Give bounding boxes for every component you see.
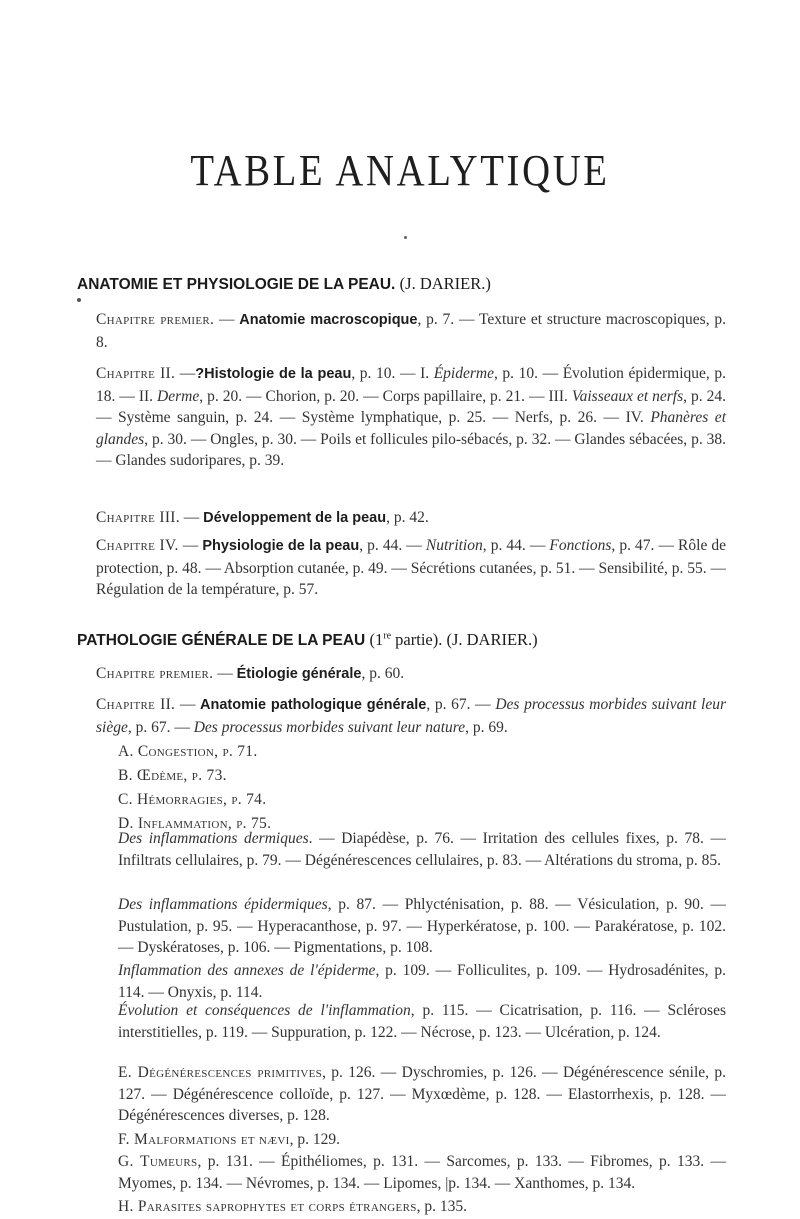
chapter-subtitle: Derme <box>157 387 200 405</box>
chapter-title: Développement de la peau <box>203 510 387 526</box>
chapter-entry <box>96 535 726 601</box>
chapter-text: , p. 7. — Texture et structure macroscopiques, p. 8. <box>96 311 727 351</box>
section-item-d: D. Inflammation, p. 75. <box>118 815 272 832</box>
subsection-text: , p. 115. — Cicatrisation, p. 116. — Scléroses interstitielles, p. 119. — Suppuration, p. 122. — Nécrose, p. 123. — Ulcération, p. 124. <box>118 1002 726 1041</box>
separator: — <box>175 696 201 713</box>
chapter-text: , p. 24. — Système sanguin, p. 24. — Système lymphatique, p. 25. — Nerfs, p. 26. — IV. <box>96 387 726 426</box>
section-title: ANATOMIE ET PHYSIOLOGIE DE LA PEAU. <box>77 276 396 293</box>
section-heading-pathologie <box>77 630 538 650</box>
section-author: (J. DARIER.) <box>399 274 491 293</box>
item-text: , p. 135. <box>416 1198 467 1215</box>
item-label: G. Tumeurs <box>118 1153 198 1170</box>
chapter-title: ?Histologie de la peau <box>195 366 352 382</box>
item-label: E. Dégénérescences primitives <box>118 1064 323 1081</box>
section-item-b: B. Œdème, p. 73. <box>118 767 227 784</box>
item-text: , p. 126. — Dyschromies, p. 126. — Dégénérescence sénile, p. 127. — Dégénérescence colloïde, p. 127. — Myxœdème, p. 128. — Elastorrhexis, p. 128. — Dégénérescences diverses, p. 128. <box>118 1064 727 1124</box>
subsection-title: Des inflammations épidermiques <box>118 896 328 913</box>
section-item-a: A. Congestion, p. 71. <box>118 743 258 760</box>
subsection-entry <box>118 960 726 1003</box>
chapter-text: , p. 44. — <box>359 537 426 554</box>
chapter-label: Chapitre IV. <box>96 537 179 554</box>
item-text: , p. 129. <box>289 1131 340 1148</box>
separator: — <box>213 665 237 682</box>
section-item-f <box>118 1129 726 1151</box>
chapter-entry <box>96 507 726 530</box>
section-title: PATHOLOGIE GÉNÉRALE DE LA PEAU <box>77 632 366 649</box>
chapter-entry <box>96 363 726 472</box>
ornament-dot <box>404 236 407 239</box>
separator: — <box>175 365 196 382</box>
page-title: TABLE ANALYTIQUE <box>190 146 610 195</box>
chapter-label: Chapitre premier. <box>96 311 215 328</box>
item-label: F. Malformations et nævi <box>118 1131 290 1148</box>
ornament-dot <box>77 298 81 302</box>
subsection-text: , p. 109. — Folliculites, p. 109. — Hydrosadénites, p. 114. — Onyxis, p. 114. <box>118 962 727 1001</box>
part-text: partie). (J. DARIER.) <box>391 630 538 649</box>
chapter-subtitle: Vaisseaux et nerfs <box>571 387 684 405</box>
chapter-entry <box>96 309 726 353</box>
chapter-title: Anatomie pathologique générale <box>200 697 427 713</box>
chapter-label: Chapitre premier. <box>96 665 214 682</box>
section-item-h <box>118 1196 726 1218</box>
chapter-text: , p. 10. — Évolution épidermique, p. 18. — II. <box>96 365 727 405</box>
chapter-subtitle: Fonctions <box>549 537 612 554</box>
chapter-subtitle: Des processus morbides suivant leur siège <box>96 696 727 736</box>
separator: — <box>179 509 204 526</box>
section-item-g <box>118 1151 726 1194</box>
chapter-entry <box>96 663 726 686</box>
chapter-text: , p. 60. <box>361 665 405 682</box>
item-text: , p. 131. — Épithéliomes, p. 131. — Sarcomes, p. 133. — Fibromes, p. 133. — Myomes, p. 134. — Névromes, p. 134. — Lipomes, |p. 134. — Xanthomes, p. 134. <box>118 1153 726 1192</box>
chapter-subtitle: Nutrition <box>425 537 483 554</box>
chapter-text: , p. 10. — I. <box>351 365 434 382</box>
item-label: H. Parasites saprophytes et corps étrangers <box>118 1198 417 1215</box>
subsection-entry <box>118 1000 726 1043</box>
chapter-label: Chapitre II. <box>96 696 176 713</box>
chapter-label: Chapitre II. <box>96 365 176 382</box>
chapter-text: , p. 67. — <box>426 696 496 713</box>
chapter-subtitle: Phanères et glandes <box>96 409 726 448</box>
subsection-title: Évolution et conséquences de l'inflammation <box>118 1002 411 1019</box>
separator: — <box>214 311 240 328</box>
chapter-subtitle: Des processus morbides suivant leur nature <box>193 718 466 736</box>
subsection-entry <box>118 828 726 871</box>
chapter-subtitle: Épiderme <box>433 365 494 382</box>
chapter-label: Chapitre III. <box>96 509 180 526</box>
chapter-title: Étiologie générale <box>236 666 362 682</box>
chapter-text: , p. 30. — Ongles, p. 30. — Poils et follicules pilo-sébacés, p. 32. — Glandes sébacées, p. 38. — Glandes sudoripares, p. 39. <box>96 430 726 469</box>
separator: — <box>178 537 203 554</box>
section-heading-anatomie <box>77 274 491 294</box>
section-item-e <box>118 1062 726 1127</box>
chapter-entry <box>96 694 726 738</box>
section-part <box>370 630 538 649</box>
chapter-text: , p. 20. — Chorion, p. 20. — Corps papillaire, p. 21. — III. <box>199 387 572 405</box>
section-item-c: C. Hémorragies, p. 74. <box>118 791 267 808</box>
chapter-text: , p. 69. <box>465 718 508 736</box>
chapter-title: Physiologie de la peau <box>202 538 360 554</box>
chapter-text: , p. 42. <box>386 509 429 526</box>
part-sup: re <box>383 630 392 642</box>
subsection-text: . — Diapédèse, p. 76. — Irritation des cellules fixes, p. 78. — Infiltrats cellulaires, p. 79. — Dégénérescences cellulaires, p. 83. — Altérations du stroma, p. 85. <box>118 830 726 869</box>
subsection-text: , p. 87. — Phlycténisation, p. 88. — Vésiculation, p. 90. — Pustulation, p. 95. — Hyperacanthose, p. 97. — Hyperkératose, p. 100. — Parakératose, p. 102. — Dyskératoses, p. 106. — Pigmentations, p. 108. <box>118 896 726 956</box>
chapter-text: , p. 67. — <box>127 718 194 736</box>
chapter-text: , p. 47. — Rôle de protection, p. 48. — Absorption cutanée, p. 49. — Sécrétions cutanées, p. 51. — Sensibilité, p. 55. — Régulation de la température, p. 57. <box>96 537 727 598</box>
subsection-title: Des inflammations dermiques <box>118 830 309 847</box>
chapter-title: Anatomie macroscopique <box>239 312 418 328</box>
subsection-entry <box>118 894 726 959</box>
subsection-title: Inflammation des annexes de l'épiderme <box>118 962 376 979</box>
chapter-text: , p. 44. — <box>482 537 550 554</box>
part-text: (1 <box>369 630 384 649</box>
